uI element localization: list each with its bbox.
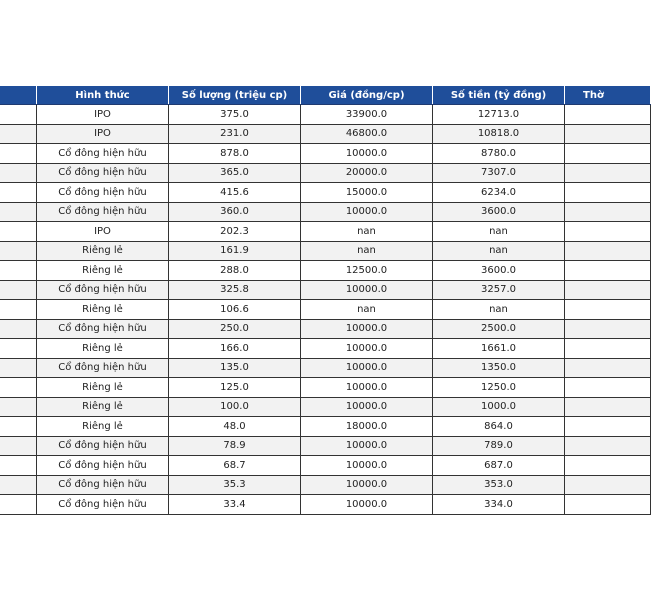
column-header-method: Hình thức [37,86,169,105]
cell-id [0,280,37,300]
cell-time [565,222,651,242]
table-row [0,495,651,515]
cell-amount: 1350.0 [433,358,565,378]
cell-amount: 3600.0 [433,202,565,222]
cell-quantity: 288.0 [169,261,301,281]
cell-method: IPO [37,124,169,144]
table-row [0,475,651,495]
cell-method: IPO [37,105,169,125]
cell-time [565,105,651,125]
cell-quantity: 78.9 [169,436,301,456]
cell-time [565,241,651,261]
table-header-row [0,86,651,105]
table-row [0,222,651,242]
cell-quantity: 161.9 [169,241,301,261]
cell-price: 10000.0 [301,144,433,164]
cell-price: 20000.0 [301,163,433,183]
cell-time [565,475,651,495]
cell-method: Riêng lẻ [37,300,169,320]
cell-id [0,163,37,183]
cell-quantity: 365.0 [169,163,301,183]
cell-amount: 1661.0 [433,339,565,359]
cell-id [0,183,37,203]
cell-price: 12500.0 [301,261,433,281]
cell-time [565,358,651,378]
table-row [0,124,651,144]
cell-id [0,397,37,417]
cell-time [565,456,651,476]
column-header-price: Giá (đồng/cp) [301,86,433,105]
issuance-table-container [0,85,650,515]
cell-id [0,319,37,339]
cell-method: Cổ đông hiện hữu [37,495,169,515]
cell-price: 10000.0 [301,436,433,456]
cell-price: 10000.0 [301,339,433,359]
cell-quantity: 325.8 [169,280,301,300]
cell-price: 10000.0 [301,397,433,417]
cell-quantity: 35.3 [169,475,301,495]
cell-id [0,105,37,125]
cell-time [565,319,651,339]
cell-id [0,124,37,144]
table-row [0,378,651,398]
cell-price: 15000.0 [301,183,433,203]
cell-method: Cổ đông hiện hữu [37,436,169,456]
cell-time [565,124,651,144]
cell-quantity: 250.0 [169,319,301,339]
cell-method: Cổ đông hiện hữu [37,202,169,222]
cell-time [565,495,651,515]
cell-price: nan [301,241,433,261]
cell-method: IPO [37,222,169,242]
table-row [0,397,651,417]
cell-amount: 789.0 [433,436,565,456]
cell-price: 10000.0 [301,202,433,222]
column-header-quantity: Số lượng (triệu cp) [169,86,301,105]
cell-amount: 353.0 [433,475,565,495]
cell-amount: 1250.0 [433,378,565,398]
cell-amount: 1000.0 [433,397,565,417]
cell-id [0,339,37,359]
cell-price: 10000.0 [301,495,433,515]
column-header-id [0,86,37,105]
cell-quantity: 68.7 [169,456,301,476]
cell-quantity: 375.0 [169,105,301,125]
cell-quantity: 33.4 [169,495,301,515]
cell-method: Cổ đông hiện hữu [37,319,169,339]
cell-quantity: 166.0 [169,339,301,359]
cell-price: 18000.0 [301,417,433,437]
cell-id [0,378,37,398]
cell-method: Riêng lẻ [37,339,169,359]
cell-quantity: 106.6 [169,300,301,320]
cell-amount: 864.0 [433,417,565,437]
table-row [0,339,651,359]
cell-id [0,261,37,281]
table-row [0,280,651,300]
table-row [0,144,651,164]
cell-time [565,436,651,456]
table-row [0,436,651,456]
cell-time [565,280,651,300]
cell-method: Cổ đông hiện hữu [37,144,169,164]
cell-price: 10000.0 [301,319,433,339]
cell-method: Cổ đông hiện hữu [37,456,169,476]
cell-method: Riêng lẻ [37,397,169,417]
cell-price: nan [301,222,433,242]
cell-id [0,144,37,164]
cell-amount: 12713.0 [433,105,565,125]
table-row [0,300,651,320]
cell-amount: nan [433,300,565,320]
table-row [0,358,651,378]
table-row [0,163,651,183]
issuance-table [0,85,651,515]
table-row [0,456,651,476]
column-header-time: Thờ [565,86,651,105]
cell-amount: 7307.0 [433,163,565,183]
cell-quantity: 100.0 [169,397,301,417]
cell-amount: 3600.0 [433,261,565,281]
cell-id [0,358,37,378]
cell-method: Cổ đông hiện hữu [37,163,169,183]
cell-amount: 687.0 [433,456,565,476]
cell-amount: nan [433,222,565,242]
column-header-amount: Số tiền (tỷ đồng) [433,86,565,105]
cell-price: 10000.0 [301,280,433,300]
cell-time [565,339,651,359]
cell-method: Cổ đông hiện hữu [37,358,169,378]
cell-method: Riêng lẻ [37,378,169,398]
cell-amount: 3257.0 [433,280,565,300]
cell-price: 10000.0 [301,475,433,495]
cell-method: Cổ đông hiện hữu [37,475,169,495]
table-row [0,319,651,339]
cell-method: Riêng lẻ [37,261,169,281]
cell-method: Cổ đông hiện hữu [37,280,169,300]
cell-id [0,417,37,437]
cell-method: Cổ đông hiện hữu [37,183,169,203]
cell-time [565,378,651,398]
cell-id [0,456,37,476]
cell-method: Riêng lẻ [37,241,169,261]
cell-quantity: 415.6 [169,183,301,203]
cell-price: 10000.0 [301,358,433,378]
cell-quantity: 135.0 [169,358,301,378]
cell-quantity: 202.3 [169,222,301,242]
cell-amount: 10818.0 [433,124,565,144]
cell-quantity: 878.0 [169,144,301,164]
table-row [0,241,651,261]
cell-quantity: 231.0 [169,124,301,144]
cell-amount: nan [433,241,565,261]
cell-id [0,475,37,495]
cell-id [0,495,37,515]
table-row [0,417,651,437]
cell-price: 33900.0 [301,105,433,125]
cell-method: Riêng lẻ [37,417,169,437]
cell-amount: 334.0 [433,495,565,515]
cell-time [565,397,651,417]
cell-id [0,241,37,261]
cell-price: nan [301,300,433,320]
cell-amount: 2500.0 [433,319,565,339]
cell-id [0,202,37,222]
cell-price: 10000.0 [301,456,433,476]
cell-time [565,261,651,281]
cell-id [0,300,37,320]
cell-time [565,163,651,183]
cell-time [565,144,651,164]
cell-time [565,300,651,320]
cell-time [565,417,651,437]
cell-quantity: 360.0 [169,202,301,222]
table-row [0,202,651,222]
cell-quantity: 48.0 [169,417,301,437]
cell-amount: 6234.0 [433,183,565,203]
cell-id [0,436,37,456]
cell-id [0,222,37,242]
table-row [0,183,651,203]
table-body [0,105,651,515]
table-row [0,261,651,281]
cell-amount: 8780.0 [433,144,565,164]
table-row [0,105,651,125]
cell-price: 10000.0 [301,378,433,398]
cell-quantity: 125.0 [169,378,301,398]
cell-time [565,202,651,222]
cell-price: 46800.0 [301,124,433,144]
cell-time [565,183,651,203]
